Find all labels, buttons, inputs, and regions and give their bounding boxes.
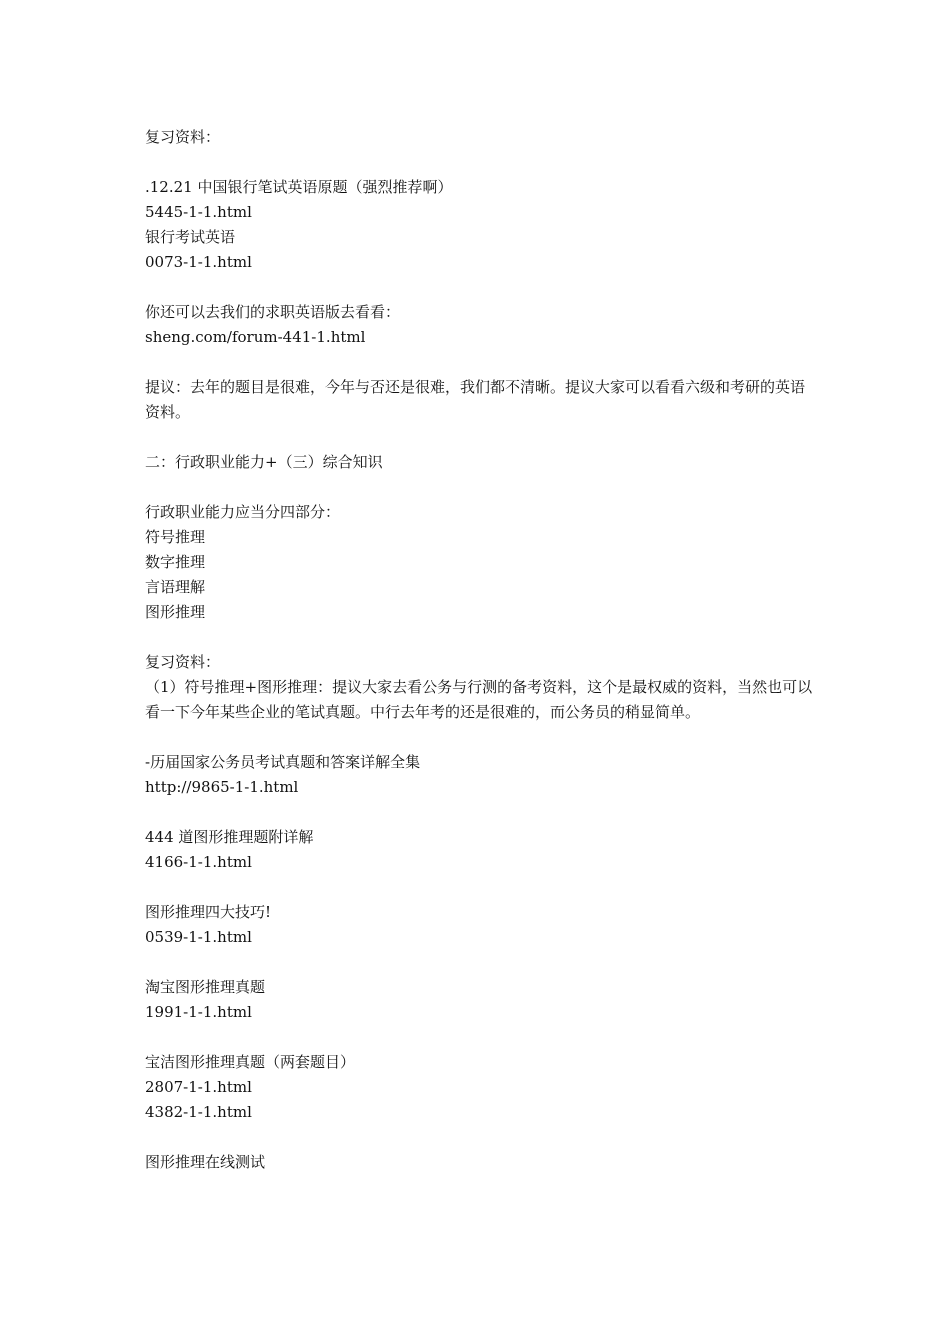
text-line: 1991-1-1.html xyxy=(145,1003,252,1021)
blank-line xyxy=(145,1025,815,1050)
text-line: 4166-1-1.html xyxy=(145,853,252,871)
text-line: 数字推理 xyxy=(145,553,206,571)
text-line: .12.21 中国银行笔试英语原题（强烈推荐啊） xyxy=(145,178,453,196)
text-line: 淘宝图形推理真题 xyxy=(145,978,266,996)
blank-line xyxy=(145,275,815,300)
blank-line xyxy=(145,800,815,825)
text-line: 言语理解 xyxy=(145,578,206,596)
text-line: 2807-1-1.html xyxy=(145,1078,252,1096)
text-line: -历届国家公务员考试真题和答案详解全集 xyxy=(145,753,421,771)
text-line: sheng.com/forum-441-1.html xyxy=(145,328,366,346)
document-body xyxy=(145,125,815,1175)
text-line: 图形推理四大技巧! xyxy=(145,903,272,921)
blank-line xyxy=(145,725,815,750)
text-line: 复习资料： xyxy=(145,128,221,146)
blank-line xyxy=(145,1125,815,1150)
text-line: 提议：去年的题目是很难，今年与否还是很难，我们都不清晰。提议大家可以看看六级和考研的英语资料。 xyxy=(145,378,806,421)
text-line: 4382-1-1.html xyxy=(145,1103,252,1121)
text-line: 0073-1-1.html xyxy=(145,253,252,271)
blank-line xyxy=(145,875,815,900)
text-line: 图形推理在线测试 xyxy=(145,1153,266,1171)
text-line: 0539-1-1.html xyxy=(145,928,252,946)
text-line: 宝洁图形推理真题（两套题目） xyxy=(145,1053,356,1071)
text-line: 银行考试英语 xyxy=(145,228,236,246)
blank-line xyxy=(145,350,815,375)
text-line: 图形推理 xyxy=(145,603,206,621)
text-line: http://9865-1-1.html xyxy=(145,778,299,796)
text-line: 复习资料： xyxy=(145,653,221,671)
text-line: 你还可以去我们的求职英语版去看看： xyxy=(145,303,401,321)
blank-line xyxy=(145,625,815,650)
text-line: 行政职业能力应当分四部分： xyxy=(145,503,341,521)
text-line: 符号推理 xyxy=(145,528,206,546)
blank-line xyxy=(145,150,815,175)
blank-line xyxy=(145,475,815,500)
text-line: 5445-1-1.html xyxy=(145,203,252,221)
text-line: 二：行政职业能力+（三）综合知识 xyxy=(145,453,383,471)
text-line: （1）符号推理+图形推理：提议大家去看公务与行测的备考资料，这个是最权威的资料，当然也可以看一下今年某些企业的笔试真题。中行去年考的还是很难的，而公务员的稍显简单。 xyxy=(145,678,813,721)
blank-line xyxy=(145,425,815,450)
blank-line xyxy=(145,950,815,975)
text-line: 444 道图形推理题附详解 xyxy=(145,828,314,846)
